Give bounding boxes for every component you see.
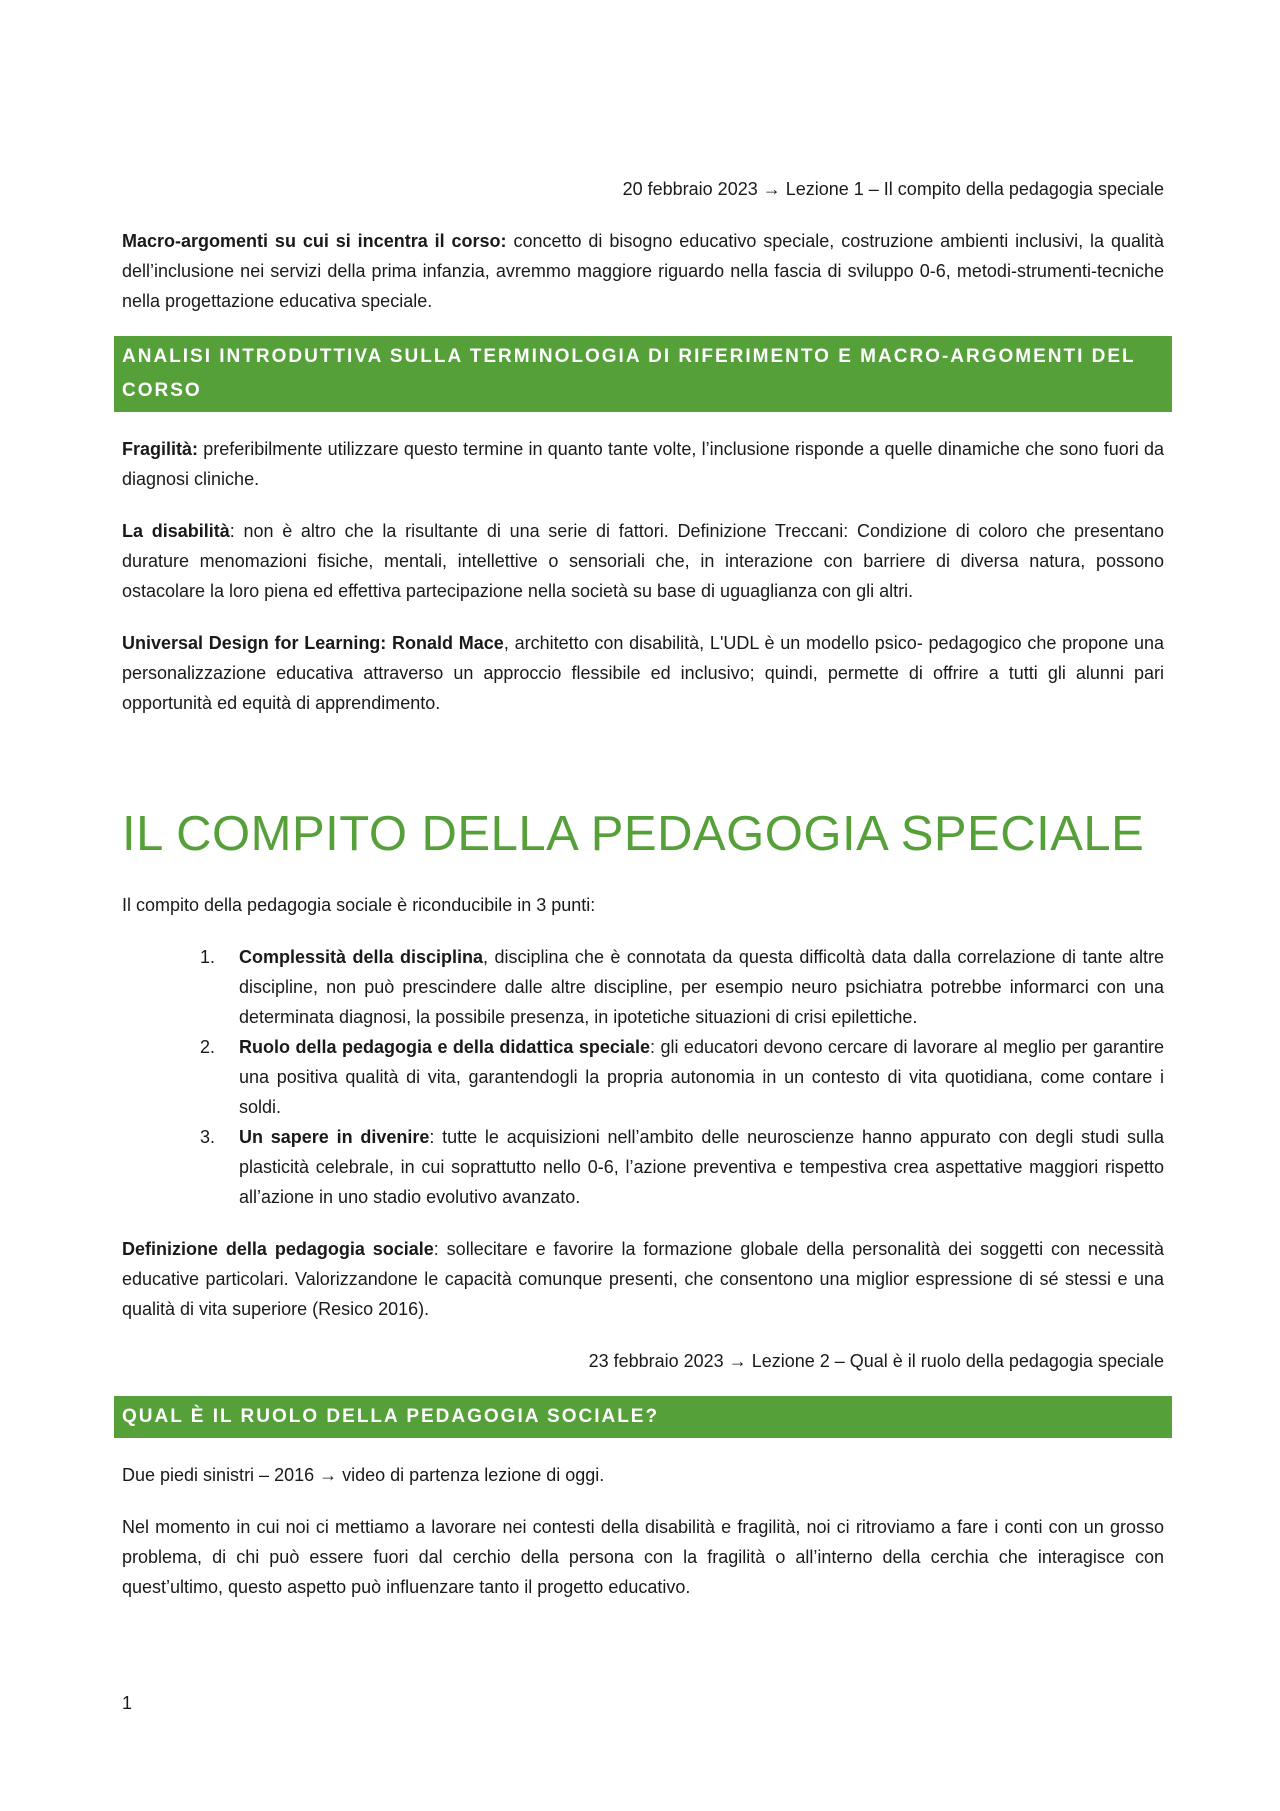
fragilita-label: Fragilità:: [122, 439, 199, 459]
fragilita-text: preferibilmente utilizzare questo termine in quanto tante volte, l’inclusione risponde a quelle dinamiche che sono fuori da diagnosi cliniche.: [122, 439, 1164, 489]
udl-paragraph: [122, 628, 1164, 718]
point-label: Un sapere in divenire: [239, 1127, 430, 1147]
point-text: : tutte le acquisizioni nell’ambito delle neuroscienze hanno appurato con degli studi sulla plasticità celebrale, in cui soprattutto nello 0-6, l’azione preventiva e tempestiva crea aspettative maggiori rispetto all’azione in uno stadio evolutivo avanzato.: [239, 1127, 1164, 1207]
disabilita-text: : non è altro che la risultante di una serie di fattori. Definizione Treccani: Condizione di coloro che presentano durature menomazioni fisiche, mentali, intellettive o sensoriali che, in interazione con barriere di diversa natura, possono ostacolare la loro piena ed effettiva partecipazione nella società su base di uguaglianza con gli altri.: [122, 521, 1165, 601]
point-text: , disciplina che è connotata da questa difficoltà data dalla correlazione di tante altre discipline, non può prescindere dalle altre discipline, per esempio neuro psichiatra potrebbe informarci con una determinata diagnosi, la possibile presenza, in ipotetiche situazioni di crisi epilettiche.: [239, 947, 1164, 1027]
lesson2-date: 23 febbraio 2023 → Lezione 2 – Qual è il ruolo della pedagogia speciale: [588, 1351, 1164, 1371]
list-number: 3.: [200, 1127, 216, 1147]
list-item: [122, 1032, 1164, 1122]
intro-text: concetto di bisogno educativo speciale, costruzione ambienti inclusivi, la qualità dell’inclusione nei servizi della prima infanzia, avremmo maggiore riguardo nella fascia di sviluppo 0-6, metodi-strumenti-tecniche nella progettazione educativa speciale.: [122, 231, 1164, 311]
intro-paragraph: [122, 226, 1164, 316]
lesson1-date: 20 febbraio 2023 → Lezione 1 – Il compito della pedagogia speciale: [622, 179, 1164, 199]
section-heading-terminology: ANALISI INTRODUTTIVA SULLA TERMINOLOGIA DI RIFERIMENTO E MACRO-ARGOMENTI DEL CORSO: [114, 336, 1172, 412]
disabilita-label: La disabilità: [122, 521, 230, 541]
page-number: 1: [122, 1693, 133, 1713]
intro-label: Macro-argomenti su cui si incentra il corso:: [122, 231, 507, 251]
disabilita-paragraph: [122, 516, 1164, 606]
list-item: [122, 942, 1164, 1032]
definizione-text: : sollecitare e favorire la formazione globale della personalità dei soggetti con necessità educative particolari. Valorizzandone le capacità comunque presenti, che consentono una miglior espressione di sé stessi e una qualità di vita superiore (Resico 2016).: [122, 1239, 1164, 1319]
udl-text: , architetto con disabilità, L'UDL è un modello psico- pedagogico che propone una personalizzazione educativa attraverso un approccio flessibile ed inclusivo; quindi, permette di offrire a tutti gli alunni pari opportunità ed equità di apprendimento.: [122, 633, 1164, 713]
point-label: Ruolo della pedagogia e della didattica speciale: [239, 1037, 650, 1057]
points-list: [122, 942, 1164, 1212]
fragilita-paragraph: [122, 434, 1164, 494]
points-intro: Il compito della pedagogia sociale è riconducibile in 3 punti:: [122, 895, 596, 915]
video-line: Due piedi sinistri – 2016 → video di partenza lezione di oggi.: [122, 1465, 605, 1485]
list-number: 1.: [200, 947, 216, 967]
list-number: 2.: [200, 1037, 216, 1057]
definizione-paragraph: [122, 1234, 1164, 1324]
point-label: Complessità della disciplina: [239, 947, 483, 967]
definizione-label: Definizione della pedagogia sociale: [122, 1239, 434, 1259]
udl-label: Universal Design for Learning: Ronald Mace: [122, 633, 504, 653]
section-heading-role: QUAL È IL RUOLO DELLA PEDAGOGIA SOCIALE?: [114, 1396, 1172, 1438]
point-text: : gli educatori devono cercare di lavorare al meglio per garantire una positiva qualità di vita, garantendogli la propria autonomia in un contesto di vita quotidiana, come contare i soldi.: [239, 1037, 1164, 1117]
closing-paragraph: Nel momento in cui noi ci mettiamo a lavorare nei contesti della disabilità e fragilità, noi ci ritroviamo a fare i conti con un grosso problema, di chi può essere fuori dal cerchio della persona con la fragilità o all’interno della cerchia che interagisce con quest’ultimo, questo aspetto può influenzare tanto il progetto educativo.: [122, 1517, 1164, 1597]
main-title: IL COMPITO DELLA PEDAGOGIA SPECIALE: [122, 807, 1145, 861]
list-item: [122, 1122, 1164, 1212]
document-page: [122, 0, 1164, 1602]
